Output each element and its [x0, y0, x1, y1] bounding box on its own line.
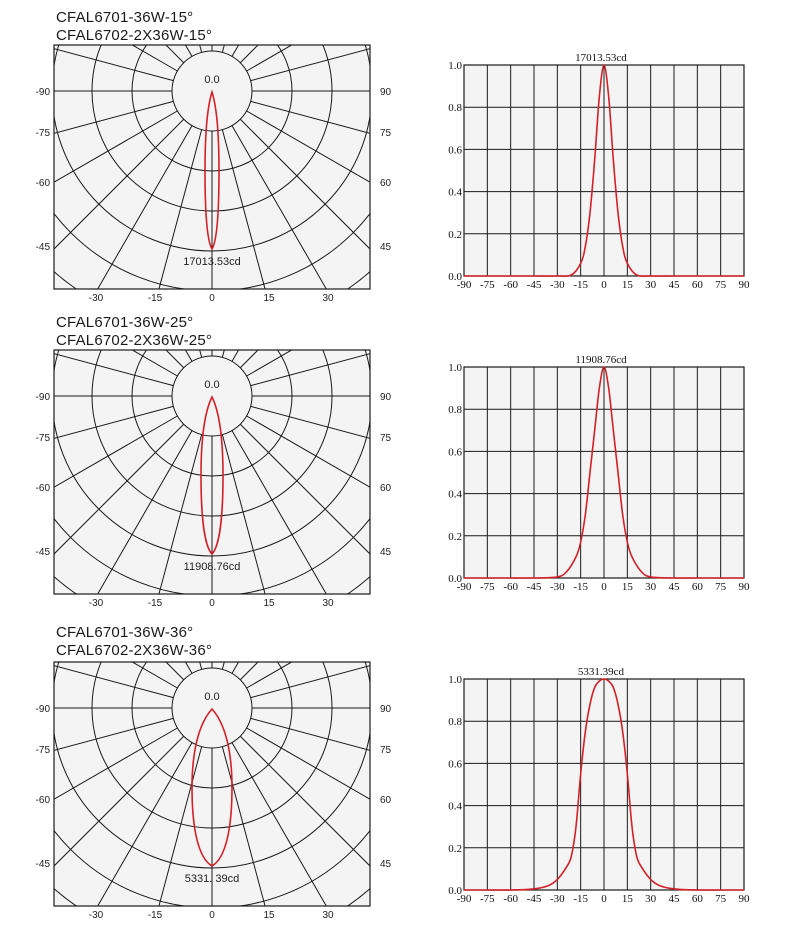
x-tick-label: -90	[456, 893, 472, 905]
y-tick-label: 0.2	[448, 530, 462, 543]
x-tick-label: 0	[601, 893, 607, 905]
y-tick-label: 0.0	[448, 885, 462, 897]
cartesian-panel-1	[448, 52, 750, 291]
x-tick-label: -75	[479, 581, 495, 593]
polar-right-tick: 45	[380, 242, 392, 253]
y-tick-label: 0.0	[448, 271, 462, 283]
polar-peak-label: 17013.53cd	[183, 256, 241, 268]
polar-left-tick: -90	[35, 704, 50, 715]
y-tick-label: 0.2	[448, 842, 462, 855]
block1-title-line1: CFAL6701-36W-15°	[56, 9, 194, 26]
block3-title-line2: CFAL6702-2X36W-36°	[56, 642, 213, 659]
polar-bottom-tick: -30	[88, 910, 104, 921]
polar-left-tick: -60	[35, 178, 50, 189]
x-tick-label: 60	[691, 893, 703, 905]
y-tick-label: 0.4	[448, 186, 462, 199]
polar-left-tick: -45	[35, 859, 50, 870]
polar-center-label: 0.0	[204, 74, 220, 86]
polar-left-tick: -75	[35, 128, 50, 139]
cartesian-panel-3	[448, 666, 750, 905]
polar-bottom-tick: -15	[147, 598, 163, 609]
x-tick-label: 45	[668, 893, 680, 905]
polar-peak-label: 11908.76cd	[183, 561, 241, 573]
cartesian-panel-2	[448, 354, 750, 593]
polar-left-tick: -60	[35, 795, 50, 806]
y-tick-label: 0.8	[448, 716, 462, 729]
y-tick-label: 0.0	[448, 573, 462, 585]
polar-bottom-tick: 0	[209, 598, 215, 609]
x-tick-label: -45	[526, 893, 542, 905]
polar-left-tick: -75	[35, 433, 50, 444]
x-tick-label: 45	[668, 581, 680, 593]
polar-bottom-tick: -30	[88, 293, 104, 304]
polar-bottom-tick: -15	[147, 293, 163, 304]
block2-title-line1: CFAL6701-36W-25°	[56, 314, 194, 331]
polar-bottom-tick: 15	[263, 910, 275, 921]
y-tick-label: 0.6	[448, 446, 462, 459]
polar-right-tick: 60	[380, 178, 392, 189]
x-tick-label: 90	[738, 893, 750, 905]
x-tick-label: 30	[645, 893, 657, 905]
y-tick-label: 1.0	[448, 60, 462, 72]
x-tick-label: 75	[715, 581, 727, 593]
y-tick-label: 0.4	[448, 488, 462, 501]
polar-left-tick: -45	[35, 242, 50, 253]
polar-bottom-tick: -30	[88, 598, 104, 609]
y-tick-label: 0.6	[448, 758, 462, 771]
polar-bottom-tick: 15	[263, 598, 275, 609]
y-tick-label: 0.6	[448, 144, 462, 157]
y-tick-label: 0.2	[448, 228, 462, 241]
polar-bottom-tick: 0	[209, 910, 215, 921]
x-tick-label: 90	[738, 279, 750, 291]
polar-left-tick: -45	[35, 547, 50, 558]
polar-center-label: 0.0	[204, 691, 220, 703]
block1-title-line2: CFAL6702-2X36W-15°	[56, 27, 213, 44]
x-tick-label: -45	[526, 279, 542, 291]
polar-right-tick: 90	[380, 392, 392, 403]
polar-right-tick: 75	[380, 128, 392, 139]
polar-right-tick: 75	[380, 745, 392, 756]
polar-right-tick: 60	[380, 795, 392, 806]
polar-left-tick: -60	[35, 483, 50, 494]
polar-peak-label: 5331. 39cd	[184, 873, 240, 885]
x-tick-label: -15	[573, 893, 589, 905]
block2-title-line2: CFAL6702-2X36W-25°	[56, 332, 213, 349]
x-tick-label: 0	[601, 581, 607, 593]
x-tick-label: -90	[456, 279, 472, 291]
x-tick-label: 30	[645, 279, 657, 291]
polar-left-tick: -90	[35, 392, 50, 403]
x-tick-label: 30	[645, 581, 657, 593]
x-tick-label: 60	[691, 581, 703, 593]
polar-right-tick: 60	[380, 483, 392, 494]
polar-bottom-tick: 30	[322, 293, 334, 304]
y-tick-label: 1.0	[448, 362, 462, 374]
x-tick-label: 15	[621, 581, 633, 593]
x-tick-label: -75	[479, 279, 495, 291]
x-tick-label: 75	[715, 893, 727, 905]
x-tick-label: 75	[715, 279, 727, 291]
x-tick-label: 15	[621, 893, 633, 905]
polar-bottom-tick: 15	[263, 293, 275, 304]
x-tick-label: 45	[668, 279, 680, 291]
y-tick-label: 0.8	[448, 404, 462, 417]
y-tick-label: 0.8	[448, 102, 462, 115]
peak-intensity-label: 11908.76cd	[575, 354, 627, 366]
polar-bottom-tick: -15	[147, 910, 163, 921]
x-tick-label: -30	[549, 893, 565, 905]
x-tick-label: 90	[738, 581, 750, 593]
polar-right-tick: 75	[380, 433, 392, 444]
y-tick-label: 1.0	[448, 674, 462, 686]
polar-right-tick: 90	[380, 704, 392, 715]
polar-right-tick: 90	[380, 87, 392, 98]
x-tick-label: -45	[526, 581, 542, 593]
block3-title-line1: CFAL6701-36W-36°	[56, 624, 194, 641]
y-tick-label: 0.4	[448, 800, 462, 813]
x-tick-label: -60	[503, 893, 519, 905]
peak-intensity-label: 17013.53cd	[575, 52, 627, 64]
x-tick-label: -75	[479, 893, 495, 905]
peak-intensity-label: 5331.39cd	[577, 666, 625, 678]
x-tick-label: 60	[691, 279, 703, 291]
x-tick-label: -60	[503, 581, 519, 593]
polar-bottom-tick: 30	[322, 598, 334, 609]
polar-left-tick: -75	[35, 745, 50, 756]
polar-right-tick: 45	[380, 547, 392, 558]
polar-left-tick: -90	[35, 87, 50, 98]
x-tick-label: -90	[456, 581, 472, 593]
x-tick-label: -30	[549, 279, 565, 291]
x-tick-label: 15	[621, 279, 633, 291]
x-tick-label: -60	[503, 279, 519, 291]
x-tick-label: 0	[601, 279, 607, 291]
x-tick-label: -15	[573, 581, 589, 593]
x-tick-label: -30	[549, 581, 565, 593]
polar-bottom-tick: 0	[209, 293, 215, 304]
polar-right-tick: 45	[380, 859, 392, 870]
polar-center-label: 0.0	[204, 379, 220, 391]
polar-bottom-tick: 30	[322, 910, 334, 921]
x-tick-label: -15	[573, 279, 589, 291]
